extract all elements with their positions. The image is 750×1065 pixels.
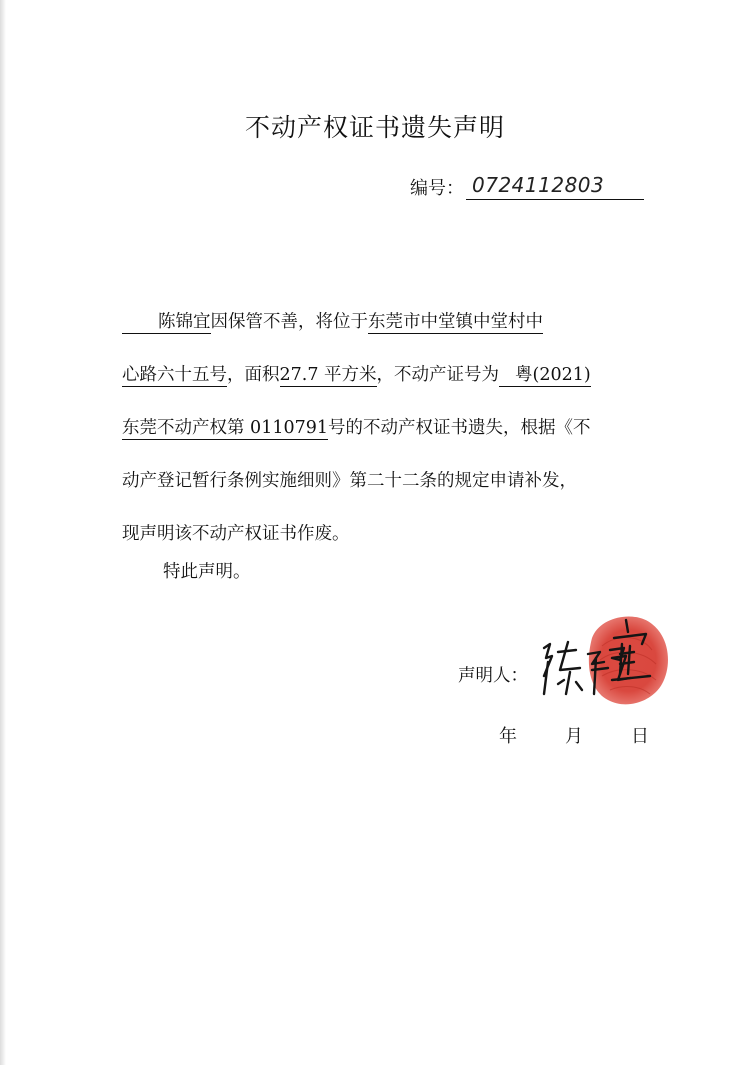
month-label: 月 <box>565 726 583 747</box>
day-label: 日 <box>631 726 649 747</box>
address-part-2: 心路六十五号 <box>122 365 227 385</box>
serial-number-row <box>410 170 644 200</box>
certificate-number-part-2: 东莞不动产权第 0110791 <box>122 418 329 438</box>
body-text-4: 号的不动产权证书遗失，根据《不 <box>328 418 591 438</box>
body-text-1: 因保管不善，将位于 <box>210 312 368 332</box>
owner-name: 陈锦宜 <box>122 312 211 334</box>
body-line-3 <box>122 402 662 455</box>
body-line-5 <box>122 508 662 561</box>
certificate-number-part-1: 粤(2021) <box>499 365 591 387</box>
body-text-5: 动产登记暂行条例实施细则》第二十二条的规定申请补发， <box>122 471 577 491</box>
body-line-1 <box>122 296 662 349</box>
property-area: 27.7 平方米 <box>279 365 377 385</box>
address-part-1: 东莞市中堂镇中堂村中 <box>368 312 543 332</box>
signature-with-seal <box>530 598 680 718</box>
scan-edge-shadow <box>0 0 6 1065</box>
declaration-body <box>122 296 662 561</box>
serial-number-handwritten: 0724112803 <box>466 171 644 200</box>
seal-and-signature-graphic <box>530 598 680 718</box>
document-title: 不动产权证书遗失声明 <box>244 113 505 142</box>
closing-statement: 特此声明。 <box>163 562 251 582</box>
body-line-2 <box>122 349 662 402</box>
date-row <box>499 722 649 748</box>
body-text-2: ，面积 <box>227 365 280 385</box>
declarant-label: 声明人： <box>458 666 528 686</box>
body-line-4 <box>122 455 662 508</box>
body-text-6: 现声明该不动产权证书作废。 <box>122 524 350 544</box>
serial-number-label: 编号： <box>410 178 464 199</box>
year-label: 年 <box>499 726 517 747</box>
body-text-3: ，不动产证号为 <box>376 365 500 385</box>
